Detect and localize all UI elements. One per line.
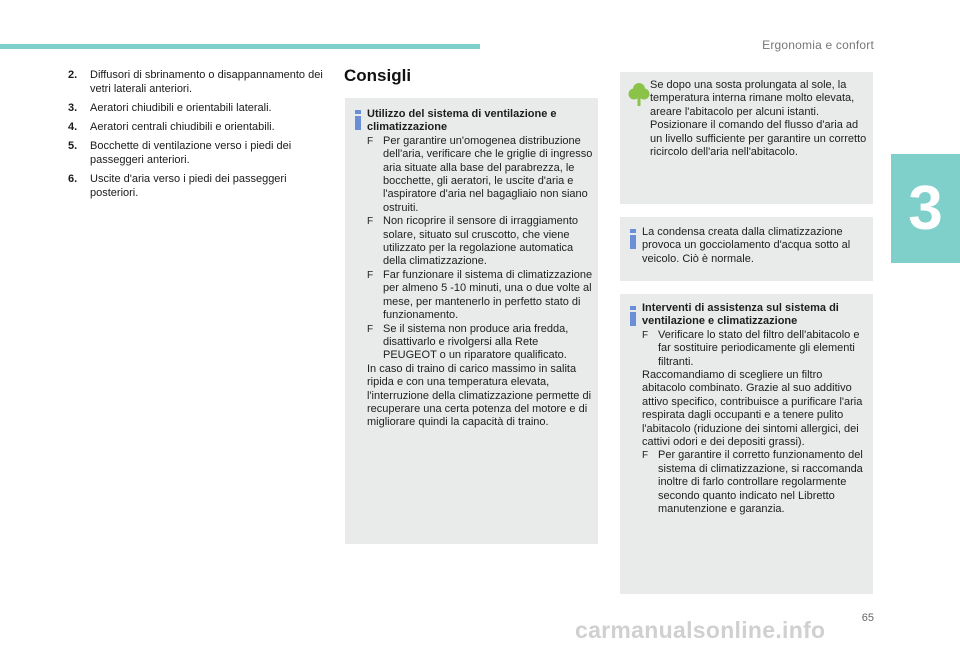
info-icon <box>628 306 638 326</box>
box-paragraph: Raccomandiamo di scegliere un filtro abitacolo combinato. Grazie al suo additivo attivo specifico, contribuisce a purificare l'aria respirata dagli occupanti e a tenere pulito l'abitacolo (riduzione dei sintomi allergici, dei cattivi odori e dei depositi grassi). <box>642 369 863 449</box>
box-closing-text: In caso di traino di carico massimo in salita ripida e con una temperatura elevata, l'interruzione della climatizzazione permette di recuperare una certa potenza del motore e di migliorare quindi la capacità di traino. <box>367 362 592 429</box>
ventilation-usage-box <box>345 98 598 544</box>
info-icon <box>628 229 638 249</box>
list-item: 5. Bocchette di ventilazione verso i piedi dei passeggeri anteriori. <box>68 140 292 166</box>
list-item: 4. Aeratori centrali chiudibili e orientabili. <box>68 121 275 133</box>
chapter-number: 3 <box>908 174 943 243</box>
check-icon: F <box>367 323 374 335</box>
check-icon: F <box>367 269 374 281</box>
section-header: Ergonomia e confort <box>762 38 874 52</box>
check-icon: F <box>642 329 649 341</box>
bullet-item: F Per garantire il corretto funzionamento del sistema di climatizzazione, si raccomanda inoltre di farlo controllare regolarmente secondo quanto indicato nel Libretto manutenzione e garanzia. <box>642 449 863 516</box>
bullet-item: F Per garantire un'omogenea distribuzione dell'aria, verificare che le griglie di ingresso aria situate alla base del parabrezza, le bocchette, gli aeratori, le uscite d'aria e l'aspiratore d'aria nel bagagliaio non siano ostruiti. <box>367 134 593 214</box>
page-title: Consigli <box>344 66 412 85</box>
bullet-item: F Far funzionare il sistema di climatizzazione per almeno 5 -10 minuti, una o due volte al mese, per mantenerlo in perfetto stato di funzionamento. <box>367 268 593 322</box>
box-paragraph: La condensa creata dalla climatizzazione provoca un gocciolamento d'acqua sotto al veicolo. Ciò è normale. <box>642 226 851 265</box>
box-paragraph: Posizionare il comando del flusso d'aria ad un livello sufficiente per garantire un corretto ricircolo dell'aria nell'abitacolo. <box>650 119 867 159</box>
watermark: carmanualsonline.info <box>575 617 826 643</box>
list-item: 3. Aeratori chiudibili e orientabili laterali. <box>68 102 272 114</box>
box-heading: Interventi di assistenza sul sistema di ventilazione e climatizzazione <box>642 302 839 328</box>
box-paragraph: Se dopo una sosta prolungata al sole, la temperatura interna rimane molto elevata, areare l'abitacolo per alcuni istanti. <box>650 79 855 118</box>
check-icon: F <box>367 135 374 147</box>
eco-tip-box <box>620 72 873 204</box>
list-item: 2. Diffusori di sbrinamento o disappannamento dei vetri laterali anteriori. <box>68 69 323 95</box>
maintenance-info-box <box>620 294 873 594</box>
condensation-info-box <box>620 217 873 281</box>
info-icon <box>353 110 363 130</box>
box-content <box>650 79 868 159</box>
check-icon: F <box>367 216 374 228</box>
check-icon: F <box>642 450 649 462</box>
bullet-item: F Non ricoprire il sensore di irraggiamento solare, situato sul cruscotto, che viene utilizzato per la regolazione automatica della climatizzazione. <box>367 215 579 268</box>
numbered-list <box>68 68 332 205</box>
page-number: 65 <box>861 612 874 624</box>
box-content <box>642 226 868 266</box>
eco-tree-icon <box>628 82 650 106</box>
header-accent-bar <box>0 44 480 49</box>
box-content <box>642 302 868 517</box>
bullet-item: F Verificare lo stato del filtro dell'abitacolo e far sostituire periodicamente gli elementi filtranti. <box>642 328 860 368</box>
bullet-item: F Se il sistema non produce aria fredda, disattivarlo e rivolgersi alla Rete PEUGEOT o un riparatore qualificato. <box>367 322 569 362</box>
box-content <box>367 108 593 430</box>
list-item: 6. Uscite d'aria verso i piedi dei passeggeri posteriori. <box>68 173 287 199</box>
box-heading: Utilizzo del sistema di ventilazione e climatizzazione <box>367 108 557 134</box>
chapter-tab <box>891 154 960 263</box>
